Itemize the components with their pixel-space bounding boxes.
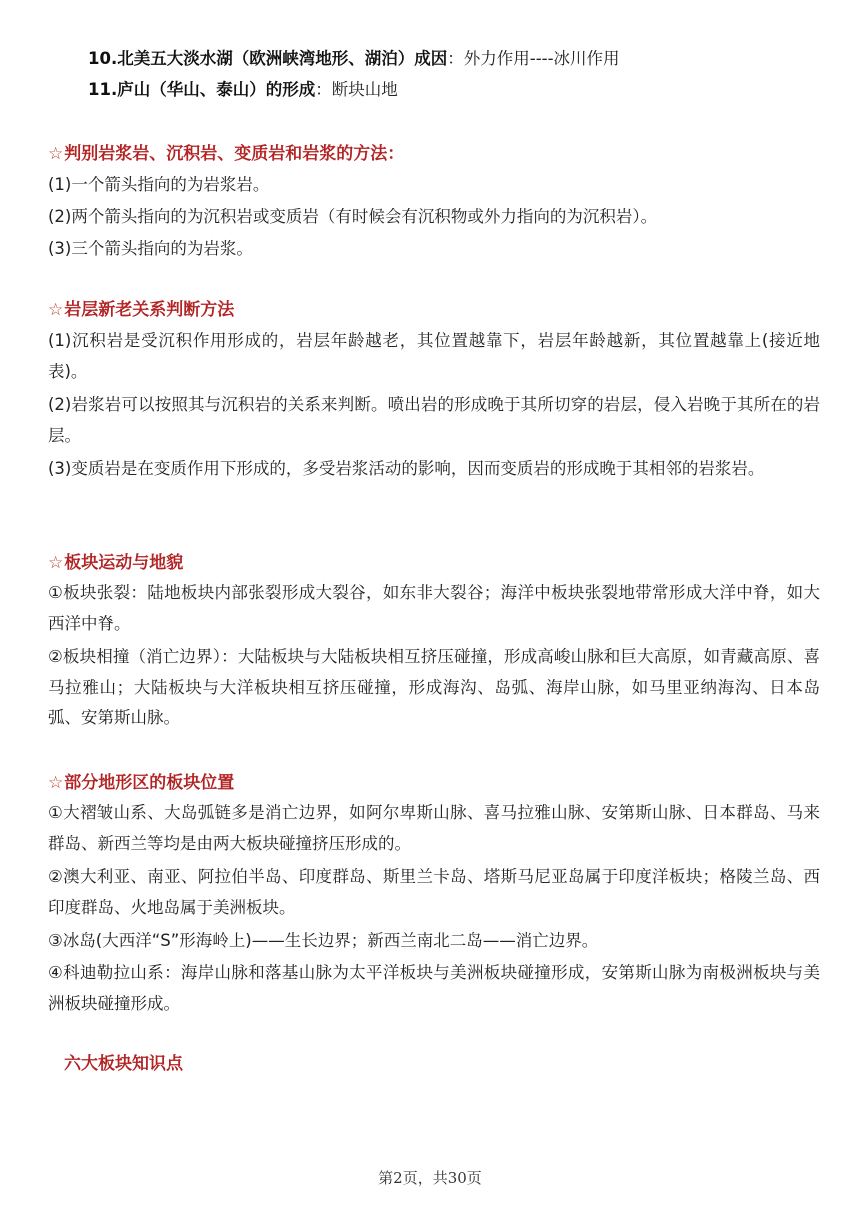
page-number: 第2页，共30页 bbox=[378, 1169, 482, 1187]
paragraph: (2)两个箭头指向的为沉积岩或变质岩（有时候会有沉积物或外力指向的为沉积岩）。 bbox=[48, 207, 658, 226]
section-title: 部分地形区的板块位置 bbox=[64, 773, 235, 793]
section-title: 判别岩浆岩、沉积岩、变质岩和岩浆的方法： bbox=[64, 144, 405, 164]
paragraph: ①板块张裂：陆地板块内部张裂形成大裂谷，如东非大裂谷；海洋中板块张裂地带常形成大洋中脊，如大西洋中脊。 bbox=[48, 583, 820, 633]
section-title: 岩层新老关系判断方法 bbox=[64, 300, 235, 320]
paragraph: (1)一个箭头指向的为岩浆岩。 bbox=[48, 175, 270, 194]
item-11-answer: ：断块山地 bbox=[315, 80, 398, 99]
star-icon: ☆ bbox=[48, 773, 64, 793]
paragraph: (3)变质岩是在变质作用下形成的，多受岩浆活动的影响，因而变质岩的形成晚于其相邻的岩浆岩。 bbox=[48, 459, 765, 478]
section-heading-strata-age bbox=[48, 296, 234, 324]
paragraph: (3)三个箭头指向的为岩浆。 bbox=[48, 239, 253, 258]
paragraph: (1)沉积岩是受沉积作用形成的，岩层年龄越老，其位置越靠下，岩层年龄越新，其位置越靠上(接近地表)。 bbox=[48, 331, 820, 381]
section-title: 板块运动与地貌 bbox=[64, 553, 184, 573]
item-10 bbox=[88, 44, 858, 74]
paragraph: (2)岩浆岩可以按照其与沉积岩的关系来判断。喷出岩的形成晚于其所切穿的岩层，侵入岩晚于其所在的岩层。 bbox=[48, 395, 820, 445]
star-icon: ☆ bbox=[48, 300, 64, 320]
paragraph: ③冰岛(大西洋“S”形海岭上)——生长边界；新西兰南北二岛——消亡边界。 bbox=[48, 931, 599, 950]
item-11-title: 11.庐山（华山、泰山）的形成 bbox=[88, 80, 316, 99]
star-icon: ☆ bbox=[48, 144, 64, 164]
paragraph: ④科迪勒拉山系：海岸山脉和落基山脉为太平洋板块与美洲板块碰撞形成，安第斯山脉为南极洲板块与美洲板块碰撞形成。 bbox=[48, 963, 820, 1013]
paragraph: ①大褶皱山系、大岛弧链多是消亡边界，如阿尔卑斯山脉、喜马拉雅山脉、安第斯山脉、日本群岛、马来群岛、新西兰等均是由两大板块碰撞挤压形成的。 bbox=[48, 803, 820, 853]
section-heading-plate-locations bbox=[48, 769, 234, 797]
item-10-answer: ：外力作用----冰川作用 bbox=[447, 49, 620, 68]
item-10-title: 10.北美五大淡水湖（欧洲峡湾地形、湖泊）成因 bbox=[88, 49, 448, 68]
paragraph: ②板块相撞（消亡边界）：大陆板块与大陆板块相互挤压碰撞，形成高峻山脉和巨大高原，如青藏高原、喜马拉雅山；大陆板块与大洋板块相互挤压碰撞，形成海沟、岛弧、海岸山脉，如马里亚纳海沟、日本岛弧、安第斯山脉。 bbox=[48, 647, 820, 728]
star-icon: ☆ bbox=[48, 553, 64, 573]
item-11 bbox=[88, 75, 858, 105]
bottom-heading: 六大板块知识点 bbox=[64, 1054, 183, 1074]
section-heading-rock-identification bbox=[48, 140, 404, 168]
section-heading-plate-movement bbox=[48, 549, 183, 577]
paragraph: ②澳大利亚、南亚、阿拉伯半岛、印度群岛、斯里兰卡岛、塔斯马尼亚岛属于印度洋板块；格陵兰岛、西印度群岛、火地岛属于美洲板块。 bbox=[48, 867, 820, 917]
